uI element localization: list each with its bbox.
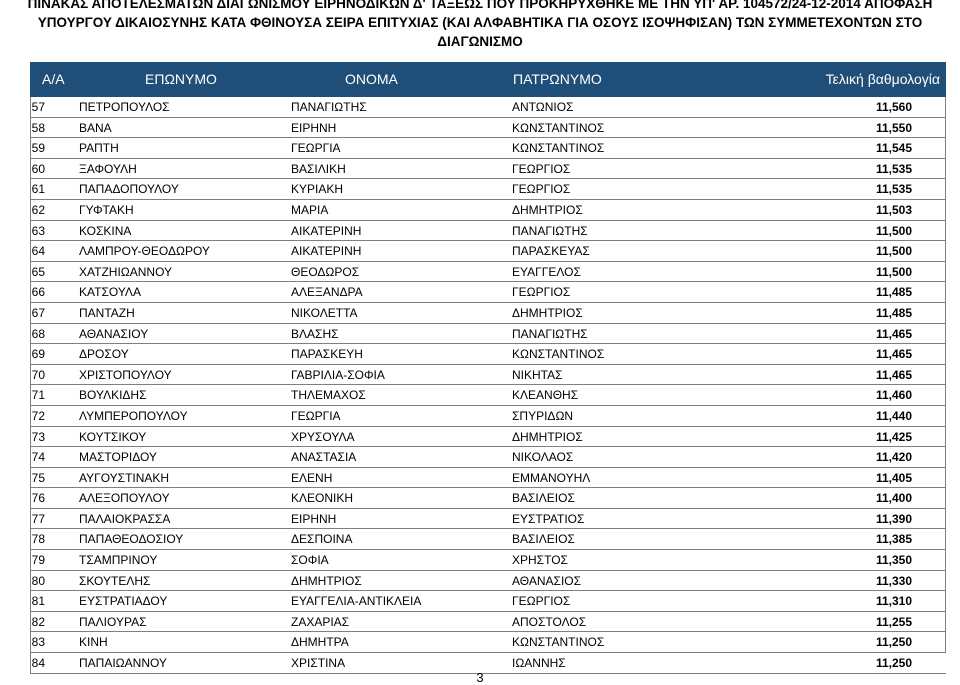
cell-name: ΠΑΝΑΓΙΩΤΗΣ (291, 100, 367, 114)
cell-name: ΚΛΕΟΝΙΚΗ (291, 491, 354, 506)
cell-father-name: ΚΩΝΣΤΑΝΤΙΝΟΣ (512, 347, 605, 362)
cell-father-name: ΒΑΣΙΛΕΙΟΣ (512, 491, 575, 506)
table-row (30, 365, 946, 386)
cell-aa: 80 (31, 573, 45, 588)
cell-final-grade: 11,420 (875, 450, 912, 465)
cell-surname: ΠΑΝΤΑΖΗ (79, 305, 135, 320)
cell-name: ΕΥΑΓΓΕΛΙΑ-ΑΝΤΙΚΛΕΙΑ (291, 594, 422, 609)
cell-father-name: ΑΠΟΣΤΟΛΟΣ (512, 614, 587, 629)
cell-final-grade: 11,560 (875, 100, 912, 114)
cell-final-grade: 11,310 (875, 594, 912, 609)
table-row (30, 488, 946, 509)
cell-name: ΑΝΑΣΤΑΣΙΑ (291, 450, 357, 465)
cell-aa: 73 (31, 429, 45, 444)
cell-final-grade: 11,400 (875, 491, 912, 506)
cell-aa: 83 (31, 635, 45, 650)
cell-surname: ΠΑΛΙΟΥΡΑΣ (79, 614, 147, 629)
cell-name: ΘΕΟΔΩΡΟΣ (291, 264, 360, 279)
cell-name: ΣΟΦΙΑ (291, 553, 329, 568)
cell-final-grade: 11,250 (875, 656, 912, 671)
cell-surname: ΠΑΠΑΘΕΟΔΟΣΙΟΥ (79, 532, 184, 547)
cell-surname: ΠΑΛΑΙΟΚΡΑΣΣΑ (79, 511, 171, 526)
cell-aa: 64 (31, 244, 45, 259)
cell-aa: 70 (31, 367, 45, 382)
table-row (30, 241, 946, 262)
cell-final-grade: 11,440 (875, 408, 912, 423)
cell-surname: ΡΑΠΤΗ (79, 141, 119, 156)
table-right-border (945, 97, 946, 653)
cell-name: ΠΑΡΑΣΚΕΥΗ (291, 347, 363, 362)
cell-aa: 74 (31, 450, 45, 465)
table-row (30, 406, 946, 427)
header-father-name: ΠΑΤΡΩΝΥΜΟ (513, 71, 602, 87)
cell-father-name: ΕΥΑΓΓΕΛΟΣ (512, 264, 581, 279)
cell-name: ΓΑΒΡΙΛΙΑ-ΣΟΦΙΑ (291, 367, 385, 382)
cell-surname: ΚΟΣΚΙΝΑ (79, 223, 132, 238)
cell-aa: 71 (31, 388, 45, 403)
title-line-3: ΔΙΑΓΩΝΙΣΜΟ (437, 34, 523, 49)
cell-aa: 76 (31, 491, 45, 506)
cell-father-name: ΠΑΝΑΓΙΩΤΗΣ (512, 326, 588, 341)
cell-aa: 63 (31, 223, 45, 238)
cell-father-name: ΚΩΝΣΤΑΝΤΙΝΟΣ (512, 141, 605, 156)
cell-final-grade: 11,503 (875, 202, 912, 217)
cell-name: ΒΑΣΙΛΙΚΗ (291, 161, 346, 176)
cell-final-grade: 11,465 (875, 367, 912, 382)
table-row (30, 427, 946, 448)
cell-father-name: ΕΥΣΤΡΑΤΙΟΣ (512, 511, 585, 526)
cell-final-grade: 11,550 (875, 120, 912, 135)
title-line-2: ΥΠΟΥΡΓΟΥ ΔΙΚΑΙΟΣΥΝΗΣ ΚΑΤΑ ΦΘΙΝΟΥΣΑ ΣΕΙΡΑ ΕΠΙΤΥΧΙΑΣ (ΚΑΙ ΑΛΦΑΒΗΤΙΚΑ ΓΙΑ ΟΣΟΥΣ ΙΣΟΨΗΦΙΣΑΝ) ΤΩΝ ΣΥΜΜΕΤΕΧΟΝΤΩΝ ΣΤΟ (37, 15, 923, 30)
cell-father-name: ΒΑΣΙΛΕΙΟΣ (512, 532, 575, 547)
header-surname: ΕΠΩΝΥΜΟ (145, 71, 217, 87)
cell-final-grade: 11,330 (875, 573, 912, 588)
cell-final-grade: 11,500 (875, 244, 912, 259)
cell-surname: ΠΑΠΑΙΩΑΝΝΟΥ (79, 656, 167, 671)
cell-aa: 75 (31, 470, 45, 485)
cell-surname: ΠΑΠΑΔΟΠΟΥΛΟΥ (79, 182, 179, 197)
cell-surname: ΑΛΕΞΟΠΟΥΛΟΥ (79, 491, 170, 506)
cell-final-grade: 11,405 (875, 470, 912, 485)
cell-name: ΔΕΣΠΟΙΝΑ (291, 532, 353, 547)
document-title (0, 0, 960, 51)
cell-final-grade: 11,390 (875, 511, 912, 526)
cell-surname: ΛΑΜΠΡΟΥ-ΘΕΟΔΩΡΟΥ (79, 244, 210, 259)
cell-name: ΧΡΥΣΟΥΛΑ (291, 429, 355, 444)
cell-name: ΤΗΛΕΜΑΧΟΣ (291, 388, 366, 403)
cell-name: ΑΙΚΑΤΕΡΙΝΗ (291, 244, 362, 259)
table-row (30, 159, 946, 180)
table-row (30, 282, 946, 303)
cell-father-name: ΓΕΩΡΓΙΟΣ (512, 182, 571, 197)
cell-name: ΜΑΡΙΑ (291, 202, 329, 217)
cell-name: ΝΙΚΟΛΕΤΤΑ (291, 305, 358, 320)
cell-final-grade: 11,485 (875, 305, 912, 320)
cell-father-name: ΑΘΑΝΑΣΙΟΣ (512, 573, 582, 588)
cell-aa: 79 (31, 553, 45, 568)
table-row (30, 591, 946, 612)
cell-aa: 82 (31, 614, 45, 629)
cell-final-grade: 11,485 (875, 285, 912, 300)
cell-final-grade: 11,460 (875, 388, 912, 403)
cell-surname: ΓΥΦΤΑΚΗ (79, 202, 134, 217)
table-header (30, 62, 946, 97)
table-row (30, 262, 946, 283)
cell-final-grade: 11,350 (875, 553, 912, 568)
cell-aa: 69 (31, 347, 45, 362)
table-row (30, 509, 946, 530)
table-row (30, 571, 946, 592)
cell-aa: 59 (31, 141, 45, 156)
cell-surname: ΣΚΟΥΤΕΛΗΣ (79, 573, 151, 588)
cell-name: ΔΗΜΗΤΡΙΟΣ (291, 573, 362, 588)
cell-aa: 66 (31, 285, 45, 300)
cell-father-name: ΣΠΥΡΙΔΩΝ (512, 408, 574, 423)
cell-final-grade: 11,545 (875, 141, 912, 156)
cell-final-grade: 11,500 (875, 264, 912, 279)
cell-father-name: ΠΑΡΑΣΚΕΥΑΣ (512, 244, 590, 259)
header-aa: Α/Α (42, 71, 65, 87)
table-row (30, 179, 946, 200)
cell-surname: ΚΟΥΤΣΙΚΟΥ (79, 429, 147, 444)
cell-father-name: ΓΕΩΡΓΙΟΣ (512, 161, 571, 176)
table-row (30, 447, 946, 468)
cell-aa: 68 (31, 326, 45, 341)
cell-aa: 61 (31, 182, 45, 197)
cell-father-name: ΓΕΩΡΓΙΟΣ (512, 285, 571, 300)
table-row (30, 118, 946, 139)
cell-father-name: ΑΝΤΩΝΙΟΣ (512, 100, 574, 114)
cell-surname: ΚΑΤΣΟΥΛΑ (79, 285, 141, 300)
table-row (30, 221, 946, 242)
cell-final-grade: 11,425 (875, 429, 912, 444)
cell-surname: ΚΙΝΗ (79, 635, 108, 650)
cell-final-grade: 11,465 (875, 326, 912, 341)
cell-name: ΖΑΧΑΡΙΑΣ (291, 614, 350, 629)
table-row (30, 324, 946, 345)
cell-surname: ΞΑΦΟΥΛΗ (79, 161, 137, 176)
cell-surname: ΠΕΤΡΟΠΟΥΛΟΣ (79, 100, 170, 114)
table-row (30, 632, 946, 653)
cell-father-name: ΝΙΚΟΛΑΟΣ (512, 450, 574, 465)
cell-aa: 77 (31, 511, 45, 526)
cell-surname: ΒΑΝΑ (79, 120, 112, 135)
cell-aa: 78 (31, 532, 45, 547)
cell-father-name: ΚΩΝΣΤΑΝΤΙΝΟΣ (512, 635, 605, 650)
cell-father-name: ΝΙΚΗΤΑΣ (512, 367, 563, 382)
cell-aa: 72 (31, 408, 45, 423)
cell-final-grade: 11,465 (875, 347, 912, 362)
cell-name: ΕΛΕΝΗ (291, 470, 333, 485)
cell-surname: ΔΡΟΣΟΥ (79, 347, 129, 362)
cell-name: ΓΕΩΡΓΙΑ (291, 408, 341, 423)
cell-aa: 65 (31, 264, 45, 279)
cell-final-grade: 11,385 (875, 532, 912, 547)
cell-name: ΓΕΩΡΓΙΑ (291, 141, 341, 156)
cell-surname: ΧΑΤΖΗΙΩΑΝΝΟΥ (79, 264, 173, 279)
cell-surname: ΜΑΣΤΟΡΙΔΟΥ (79, 450, 157, 465)
table-row (30, 529, 946, 550)
header-final-grade: Τελική βαθμολογία (825, 71, 940, 87)
cell-father-name: ΚΛΕΑΝΘΗΣ (512, 388, 579, 403)
cell-final-grade: 11,535 (875, 182, 912, 197)
cell-father-name: ΚΩΝΣΤΑΝΤΙΝΟΣ (512, 120, 605, 135)
cell-name: ΕΙΡΗΝΗ (291, 511, 337, 526)
cell-aa: 57 (31, 100, 45, 114)
table-row (30, 612, 946, 633)
cell-surname: ΤΣΑΜΠΡΙΝΟΥ (79, 553, 158, 568)
table-row (30, 550, 946, 571)
cell-aa: 81 (31, 594, 45, 609)
cell-father-name: ΠΑΝΑΓΙΩΤΗΣ (512, 223, 588, 238)
cell-father-name: ΧΡΗΣΤΟΣ (512, 553, 568, 568)
cell-final-grade: 11,255 (875, 614, 912, 629)
cell-father-name: ΕΜΜΑΝΟΥΗΛ (512, 470, 591, 485)
results-table (30, 97, 946, 674)
cell-name: ΑΙΚΑΤΕΡΙΝΗ (291, 223, 362, 238)
cell-name: ΧΡΙΣΤΙΝΑ (291, 656, 346, 671)
cell-name: ΑΛΕΞΑΝΔΡΑ (291, 285, 363, 300)
cell-final-grade: 11,535 (875, 161, 912, 176)
cell-surname: ΑΥΓΟΥΣΤΙΝΑΚΗ (79, 470, 170, 485)
page-number: 3 (476, 670, 484, 685)
table-row (30, 344, 946, 365)
table-row (30, 468, 946, 489)
cell-name: ΒΛΑΣΗΣ (291, 326, 339, 341)
cell-final-grade: 11,250 (875, 635, 912, 650)
cell-father-name: ΔΗΜΗΤΡΙΟΣ (512, 429, 583, 444)
cell-final-grade: 11,500 (875, 223, 912, 238)
cell-father-name: ΙΩΑΝΝΗΣ (512, 656, 566, 671)
cell-father-name: ΔΗΜΗΤΡΙΟΣ (512, 305, 583, 320)
cell-aa: 62 (31, 202, 45, 217)
cell-surname: ΧΡΙΣΤΟΠΟΥΛΟΥ (79, 367, 172, 382)
cell-surname: ΛΥΜΠΕΡΟΠΟΥΛΟΥ (79, 408, 188, 423)
cell-aa: 60 (31, 161, 45, 176)
table-row (30, 385, 946, 406)
cell-aa: 84 (31, 656, 45, 671)
cell-aa: 58 (31, 120, 45, 135)
cell-father-name: ΓΕΩΡΓΙΟΣ (512, 594, 571, 609)
cell-name: ΚΥΡΙΑΚΗ (291, 182, 344, 197)
cell-surname: ΑΘΑΝΑΣΙΟΥ (79, 326, 149, 341)
cell-surname: ΒΟΥΛΚΙΔΗΣ (79, 388, 147, 403)
header-name: ΟΝΟΜΑ (345, 71, 398, 87)
cell-father-name: ΔΗΜΗΤΡΙΟΣ (512, 202, 583, 217)
cell-aa: 67 (31, 305, 45, 320)
table-row (30, 97, 946, 118)
title-line-1: ΠΙΝΑΚΑΣ ΑΠΟΤΕΛΕΣΜΑΤΩΝ ΔΙΑΓΩΝΙΣΜΟΥ ΕΙΡΗΝΟΔΙΚΩΝ Δ' ΤΑΞΕΩΣ ΠΟΥ ΠΡΟΚΗΡΥΧΘΗΚΕ ΜΕ ΤΗΝ ΥΠ' ΑΡ. 104572/24-12-2014 ΑΠΟΦΑΣΗ (27, 0, 933, 11)
cell-name: ΔΗΜΗΤΡΑ (291, 635, 349, 650)
table-row (30, 200, 946, 221)
cell-name: ΕΙΡΗΝΗ (291, 120, 337, 135)
table-row (30, 138, 946, 159)
cell-surname: ΕΥΣΤΡΑΤΙΑΔΟΥ (79, 594, 168, 609)
table-row (30, 303, 946, 324)
